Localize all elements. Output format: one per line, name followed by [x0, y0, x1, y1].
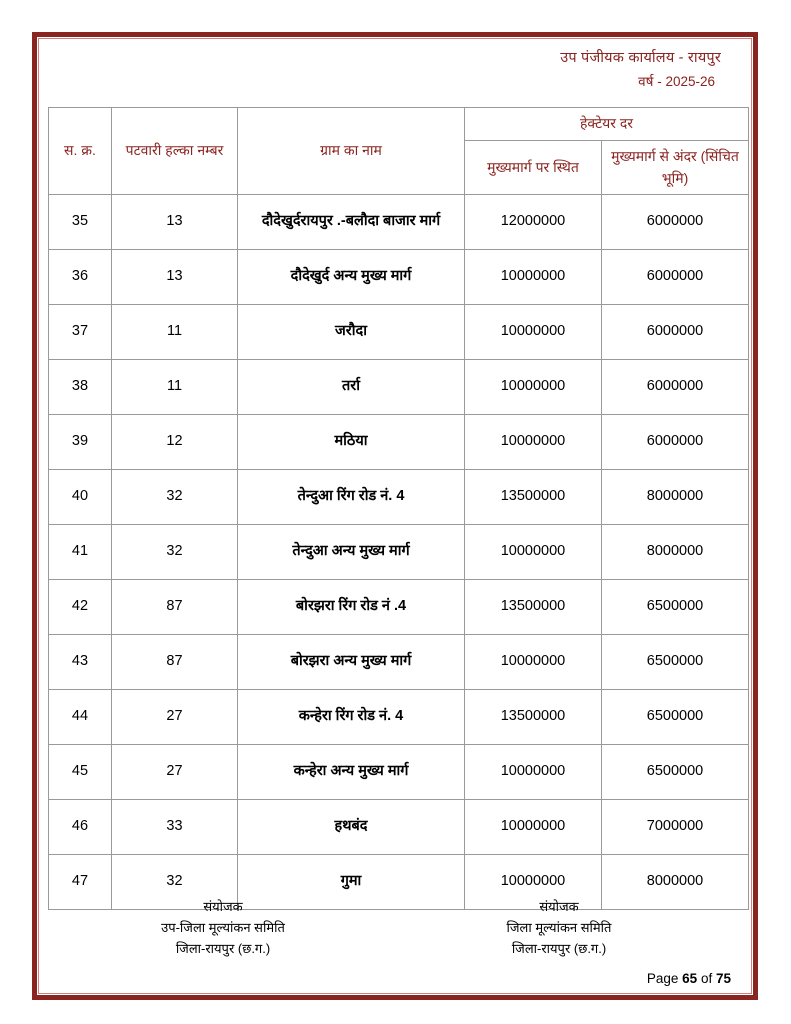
row-rate-main-road: 10000000 — [465, 415, 602, 470]
row-serial: 47 — [49, 855, 112, 910]
page-number-current: 65 — [682, 971, 698, 986]
row-halka-number: 13 — [112, 195, 238, 250]
table-row — [49, 800, 749, 855]
row-rate-main-road: 13500000 — [465, 690, 602, 745]
row-rate-main-road: 10000000 — [465, 855, 602, 910]
row-rate-inner-road: 6000000 — [602, 250, 749, 305]
row-rate-main-road: 10000000 — [465, 800, 602, 855]
row-serial: 38 — [49, 360, 112, 415]
table-row — [49, 195, 749, 250]
row-rate-inner-road: 6000000 — [602, 360, 749, 415]
row-village-name: तेन्दुआ रिंग रोड नं. 4 — [238, 470, 465, 525]
row-village-name: जरौदा — [238, 305, 465, 360]
table-header — [49, 108, 749, 195]
row-rate-main-road: 10000000 — [465, 635, 602, 690]
row-serial: 35 — [49, 195, 112, 250]
row-halka-number: 32 — [112, 855, 238, 910]
row-rate-inner-road: 6000000 — [602, 195, 749, 250]
table-row — [49, 250, 749, 305]
column-header-village-name: ग्राम का नाम — [238, 108, 465, 195]
land-rate-table — [48, 107, 749, 910]
table-row — [49, 525, 749, 580]
column-header-patwari-halka: पटवारी हल्का नम्बर — [112, 108, 238, 195]
row-halka-number: 11 — [112, 305, 238, 360]
row-village-name: तर्रा — [238, 360, 465, 415]
row-village-name: दौदेखुर्द अन्य मुख्य मार्ग — [238, 250, 465, 305]
signature-section — [37, 896, 753, 959]
page-number-total: 75 — [715, 971, 731, 986]
row-rate-main-road: 10000000 — [465, 250, 602, 305]
right-signature-committee: जिला मूल्यांकन समिति — [506, 919, 612, 935]
row-rate-main-road: 10000000 — [465, 305, 602, 360]
row-halka-number: 32 — [112, 470, 238, 525]
row-halka-number: 11 — [112, 360, 238, 415]
row-village-name: गुमा — [238, 855, 465, 910]
row-serial: 43 — [49, 635, 112, 690]
page-border-frame — [32, 32, 758, 1000]
row-halka-number: 12 — [112, 415, 238, 470]
row-rate-main-road: 12000000 — [465, 195, 602, 250]
row-serial: 42 — [49, 580, 112, 635]
table-row — [49, 360, 749, 415]
row-village-name: हथबंद — [238, 800, 465, 855]
row-rate-inner-road: 6500000 — [602, 690, 749, 745]
row-rate-inner-road: 8000000 — [602, 470, 749, 525]
column-header-hectare-rate-group: हेक्टेयर दर — [465, 108, 749, 141]
table-row — [49, 745, 749, 800]
row-serial: 36 — [49, 250, 112, 305]
row-halka-number: 13 — [112, 250, 238, 305]
column-header-on-main-road: मुख्यमार्ग पर स्थित — [465, 140, 602, 194]
row-rate-inner-road: 6500000 — [602, 580, 749, 635]
table-row — [49, 635, 749, 690]
row-village-name: कन्हेरा अन्य मुख्य मार्ग — [238, 745, 465, 800]
row-rate-inner-road: 8000000 — [602, 525, 749, 580]
table-row — [49, 305, 749, 360]
row-serial: 41 — [49, 525, 112, 580]
signature-block-district — [391, 896, 727, 959]
row-rate-main-road: 13500000 — [465, 580, 602, 635]
row-village-name: तेन्दुआ अन्य मुख्य मार्ग — [238, 525, 465, 580]
row-rate-main-road: 10000000 — [465, 525, 602, 580]
table-row — [49, 470, 749, 525]
row-village-name: दौदेखुर्दरायपुर .-बलौदा बाजार मार्ग — [238, 195, 465, 250]
column-header-inside-main-road: मुख्यमार्ग से अंदर (सिंचित भूमि) — [602, 140, 749, 194]
table-row — [49, 690, 749, 745]
row-serial: 37 — [49, 305, 112, 360]
row-village-name: बोरझरा रिंग रोड नं .4 — [238, 580, 465, 635]
row-rate-inner-road: 7000000 — [602, 800, 749, 855]
row-halka-number: 32 — [112, 525, 238, 580]
left-signature-committee: उप-जिला मूल्यांकन समिति — [161, 919, 285, 935]
fiscal-year-label: वर्ष - 2025-26 — [638, 73, 715, 89]
table-row — [49, 580, 749, 635]
row-rate-main-road: 10000000 — [465, 745, 602, 800]
left-signature-district: जिला-रायपुर (छ.ग.) — [175, 940, 271, 956]
row-halka-number: 27 — [112, 690, 238, 745]
page-number-label: Page — [646, 971, 679, 986]
row-rate-inner-road: 6000000 — [602, 415, 749, 470]
row-halka-number: 87 — [112, 580, 238, 635]
table-header-row-primary — [49, 108, 749, 141]
row-rate-inner-road: 6500000 — [602, 635, 749, 690]
row-serial: 45 — [49, 745, 112, 800]
column-header-serial: स. क्र. — [49, 108, 112, 195]
signature-block-sub-district — [55, 896, 391, 959]
page-number-of: of — [700, 971, 713, 986]
page-number — [647, 971, 731, 986]
row-serial: 44 — [49, 690, 112, 745]
row-rate-main-road: 13500000 — [465, 470, 602, 525]
table-body — [49, 195, 749, 910]
row-rate-main-road: 10000000 — [465, 360, 602, 415]
row-serial: 46 — [49, 800, 112, 855]
right-signature-district: जिला-रायपुर (छ.ग.) — [511, 940, 607, 956]
document-header — [37, 37, 753, 93]
row-rate-inner-road: 6500000 — [602, 745, 749, 800]
row-village-name: मठिया — [238, 415, 465, 470]
row-halka-number: 33 — [112, 800, 238, 855]
table-row — [49, 415, 749, 470]
left-signature-role: संयोजक — [203, 898, 243, 914]
row-rate-inner-road: 8000000 — [602, 855, 749, 910]
right-signature-role: संयोजक — [539, 898, 579, 914]
row-village-name: बोरझरा अन्य मुख्य मार्ग — [238, 635, 465, 690]
row-village-name: कन्हेरा रिंग रोड नं. 4 — [238, 690, 465, 745]
row-serial: 39 — [49, 415, 112, 470]
rate-table-container — [37, 93, 753, 910]
row-rate-inner-road: 6000000 — [602, 305, 749, 360]
office-title: उप पंजीयक कार्यालय - रायपुर — [560, 50, 721, 66]
row-halka-number: 27 — [112, 745, 238, 800]
row-serial: 40 — [49, 470, 112, 525]
row-halka-number: 87 — [112, 635, 238, 690]
page-content — [37, 37, 753, 995]
